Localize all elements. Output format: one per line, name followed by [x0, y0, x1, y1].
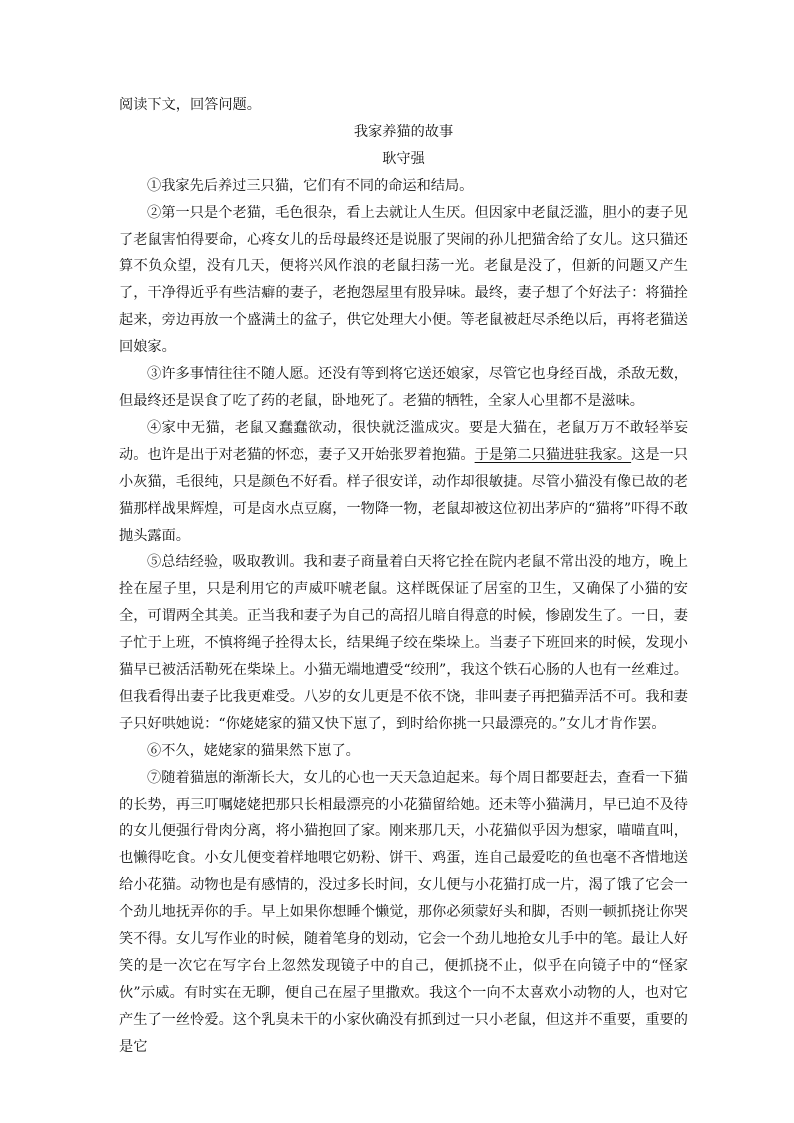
paragraph-3: ③许多事情往往不随人愿。还没有等到将它送还娘家，尽管它也身经百战，杀敌无数，但最终还是误食了吃了药的老鼠，卧地死了。老猫的牺牲，全家人心里都不是滋味。 [119, 366, 688, 409]
document-page [119, 92, 688, 1061]
paragraph-4 [119, 415, 688, 550]
instruction-text: 阅读下文，回答问题。 [119, 97, 261, 113]
paragraph-6: ⑥不久，姥姥家的猫果然下崽了。 [147, 742, 360, 759]
paragraph-4-before: ④家中无猫，老鼠又蠢蠢欲动，很快就泛滥成灾。要是大猫在，老鼠万万不敢轻举妄动。也许是出于对老猫的怀恋，妻子又开始张罗着抱猫。 [119, 419, 688, 463]
article-title: 我家养猫的故事 [353, 123, 454, 140]
paragraph-4-after: 这是一只小灰猫，毛很纯，只是颜色不好看。样子很安详，动作却很敏捷。尽管小猫没有像已故的老猫那样战果辉煌，可是卤水点豆腐，一物降一物，老鼠却被这位初出茅庐的“猫将”吓得不敢抛头露面。 [119, 446, 688, 544]
paragraph-2: ②第一只是个老猫，毛色很杂，看上去就让人生厌。但因家中老鼠泛滥，胆小的妻子见了老鼠害怕得要命，心疼女儿的岳母最终还是说服了哭闹的孙儿把猫舍给了女儿。这只猫还算不负众望，没有几天，便将兴风作浪的老鼠扫荡一光。老鼠是没了，但新的问题又产生了，干净得近乎有些洁癖的妻子，老抱怨屋里有股异味。最终，妻子想了个好法子：将猫拴起来，旁边再放一个盛满土的盆子，供它处理大小便。等老鼠被赶尽杀绝以后，再将老猫送回娘家。 [119, 204, 688, 356]
paragraph-1: ①我家先后养过三只猫，它们有不同的命运和结局。 [147, 177, 474, 194]
paragraph-7: ⑦随着猫崽的渐渐长大，女儿的心也一天天急迫起来。每个周日都要赶去，查看一下猫的长势，再三叮嘱姥姥把那只长相最漂亮的小花猫留给她。还未等小猫满月，早已迫不及待的女儿便强行骨肉分离，将小猫抱回了家。刚来那几天，小花猫似乎因为想家，喵喵直叫，也懒得吃食。小女儿便变着样地喂它奶粉、饼干、鸡蛋，连自己最爱吃的鱼也毫不吝惜地送给小花猫。动物也是有感情的，没过多长时间，女儿便与小花猫打成一片，渴了饿了它会一个劲儿地抚弄你的手。早上如果你想睡个懒觉，那你必须蒙好头和脚，否则一顿抓挠让你哭笑不得。女儿写作业的时候，随着笔身的划动，它会一个劲儿地抢女儿手中的笔。最让人好笑的是一次它在写字台上忽然发现镜子中的自己，便抓挠不止，似乎在向镜子中的“怪家伙”示威。有时实在无聊，便自己在屋子里撒欢。我这个一向不太喜欢小动物的人，也对它产生了一丝怜爱。这个乳臭未干的小家伙确没有抓到过一只小老鼠，但这并不重要，重要的是它 [119, 769, 688, 1055]
paragraph-5: ⑤总结经验，吸取教训。我和妻子商量着白天将它拴在院内老鼠不常出没的地方，晚上拴在屋子里，只是利用它的声威吓唬老鼠。这样既保证了居室的卫生，又确保了小猫的安全，可谓两全其美。正当我和妻子为自己的高招儿暗自得意的时候，惨剧发生了。一日，妻子忙于上班，不慎将绳子拴得太长，结果绳子绞在柴垛上。当妻子下班回来的时候，发现小猫早已被活活勒死在柴垛上。小猫无端地遭受“绞刑”，我这个铁石心肠的人也有一丝难过。但我看得出妻子比我更难受。八岁的女儿更是不依不饶，非叫妻子再把猫弄活不可。我和妻子只好哄她说：“你姥姥家的猫又快下崽了，到时给你挑一只最漂亮的。”女儿才肯作罢。 [119, 554, 688, 732]
underlined-sentence: 于是第二只猫进驻我家。 [474, 446, 632, 463]
article-author: 耿守强 [382, 150, 425, 167]
